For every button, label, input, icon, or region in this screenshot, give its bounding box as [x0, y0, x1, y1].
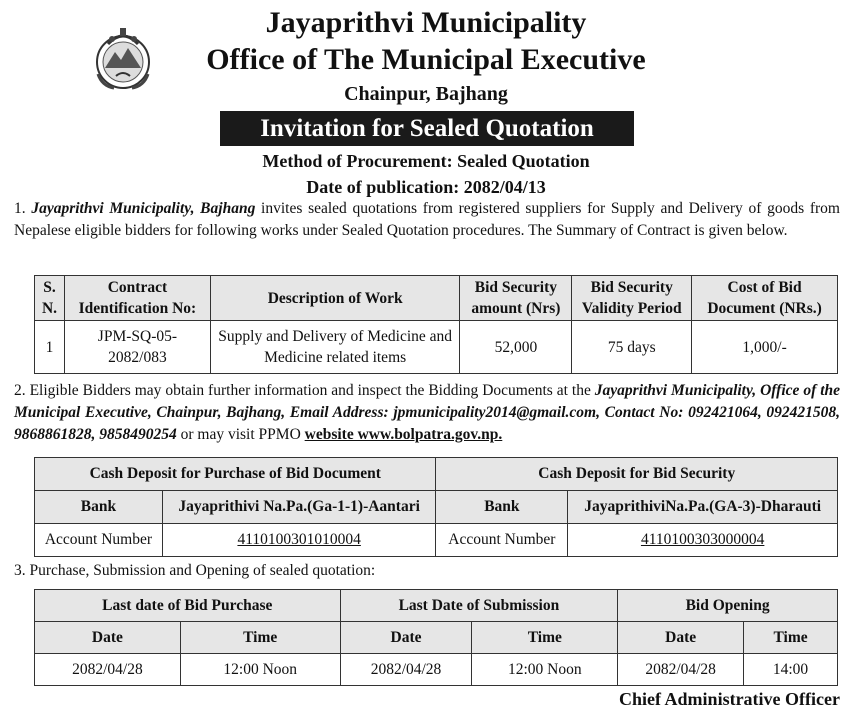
- bid-document-deposit-header: Cash Deposit for Purchase of Bid Document: [35, 458, 436, 491]
- opening-time: 14:00: [744, 654, 838, 686]
- account-label: Account Number: [436, 524, 568, 557]
- bank-label: Bank: [35, 491, 163, 524]
- col-validity: Bid Security Validity Period: [572, 276, 692, 321]
- paragraph-number: 1.: [14, 200, 26, 217]
- cell-contract-id: JPM-SQ-05-2082/083: [64, 321, 210, 374]
- table-header-row: [35, 590, 838, 622]
- bid-document-account-number: 4110100301010004: [162, 524, 436, 557]
- col-bid-security-amount: Bid Security amount (Nrs): [460, 276, 572, 321]
- paragraph-text: invites sealed quotations from registered suppliers for Supply and Delivery of goods from Nepalese eligible bidders for following works under Sealed Quotation procedures. The Summary of Contract is given below.: [14, 200, 840, 239]
- bid-security-bank: JayaprithiviNa.Pa.(GA-3)-Dharauti: [568, 491, 838, 524]
- ppmo-website-link[interactable]: website www.bolpatra.gov.np.: [304, 426, 503, 443]
- contract-summary-table: [34, 275, 838, 374]
- table-row: [35, 622, 838, 654]
- cell-sn: 1: [35, 321, 65, 374]
- submission-time: 12:00 Noon: [472, 654, 618, 686]
- date-label: Date: [618, 622, 744, 654]
- submission-header: Last Date of Submission: [340, 590, 618, 622]
- paragraph-number: 3.: [14, 562, 26, 579]
- table-row: [35, 654, 838, 686]
- bank-deposit-table: [34, 457, 838, 557]
- cell-cost: 1,000/-: [692, 321, 838, 374]
- bid-opening-header: Bid Opening: [618, 590, 838, 622]
- office-contact-details: Jayaprithvi Municipality, Office of the Municipal Executive, Chainpur, Bajhang, Email Address: jpmunicipality2014@gmail.com, Contact No: 092421064, 092421508, 9868861828, 9858490254: [14, 382, 841, 443]
- table-row: [35, 524, 838, 557]
- signatory: Chief Administrative Officer: [619, 689, 840, 709]
- col-description: Description of Work: [210, 276, 460, 321]
- purchase-time: 12:00 Noon: [180, 654, 340, 686]
- municipality-title: Jayaprithvi Municipality: [265, 6, 587, 39]
- col-contract-id: Contract Identification No:: [64, 276, 210, 321]
- office-title: Office of The Municipal Executive: [206, 43, 646, 76]
- opening-date: 2082/04/28: [618, 654, 744, 686]
- paragraph-2: [14, 380, 840, 446]
- purchase-date: 2082/04/28: [35, 654, 181, 686]
- procurement-method: Method of Procurement: Sealed Quotation: [262, 151, 590, 171]
- table-header-row: [35, 276, 838, 321]
- bank-label: Bank: [436, 491, 568, 524]
- submission-date: 2082/04/28: [340, 654, 472, 686]
- notice-banner: Invitation for Sealed Quotation: [220, 111, 634, 146]
- paragraph-text: Purchase, Submission and Opening of sealed quotation:: [29, 562, 376, 579]
- account-label: Account Number: [35, 524, 163, 557]
- col-cost: Cost of Bid Document (NRs.): [692, 276, 838, 321]
- paragraph-text: Eligible Bidders may obtain further information and inspect the Bidding Documents at the: [29, 382, 595, 399]
- table-header-row: [35, 458, 838, 491]
- time-label: Time: [472, 622, 618, 654]
- bid-security-deposit-header: Cash Deposit for Bid Security: [436, 458, 838, 491]
- col-sn: S. N.: [35, 276, 65, 321]
- municipality-name: Jayaprithvi Municipality, Bajhang: [31, 200, 256, 217]
- paragraph-text: or may visit PPMO: [176, 426, 305, 443]
- bid-security-account-number: 4110100303000004: [568, 524, 838, 557]
- paragraph-3: [14, 560, 840, 582]
- location: Chainpur, Bajhang: [344, 83, 508, 105]
- bid-document-bank: Jayaprithivi Na.Pa.(Ga-1-1)-Aantari: [162, 491, 436, 524]
- table-row: [35, 321, 838, 374]
- paragraph-number: 2.: [14, 382, 26, 399]
- cell-validity: 75 days: [572, 321, 692, 374]
- paragraph-1: [14, 198, 840, 242]
- cell-bid-security-amount: 52,000: [460, 321, 572, 374]
- cell-description: Supply and Delivery of Medicine and Medicine related items: [210, 321, 460, 374]
- publication-date: Date of publication: 2082/04/13: [306, 177, 546, 197]
- schedule-table: [34, 589, 838, 686]
- time-label: Time: [744, 622, 838, 654]
- date-label: Date: [340, 622, 472, 654]
- bid-purchase-header: Last date of Bid Purchase: [35, 590, 341, 622]
- date-label: Date: [35, 622, 181, 654]
- table-row: [35, 491, 838, 524]
- time-label: Time: [180, 622, 340, 654]
